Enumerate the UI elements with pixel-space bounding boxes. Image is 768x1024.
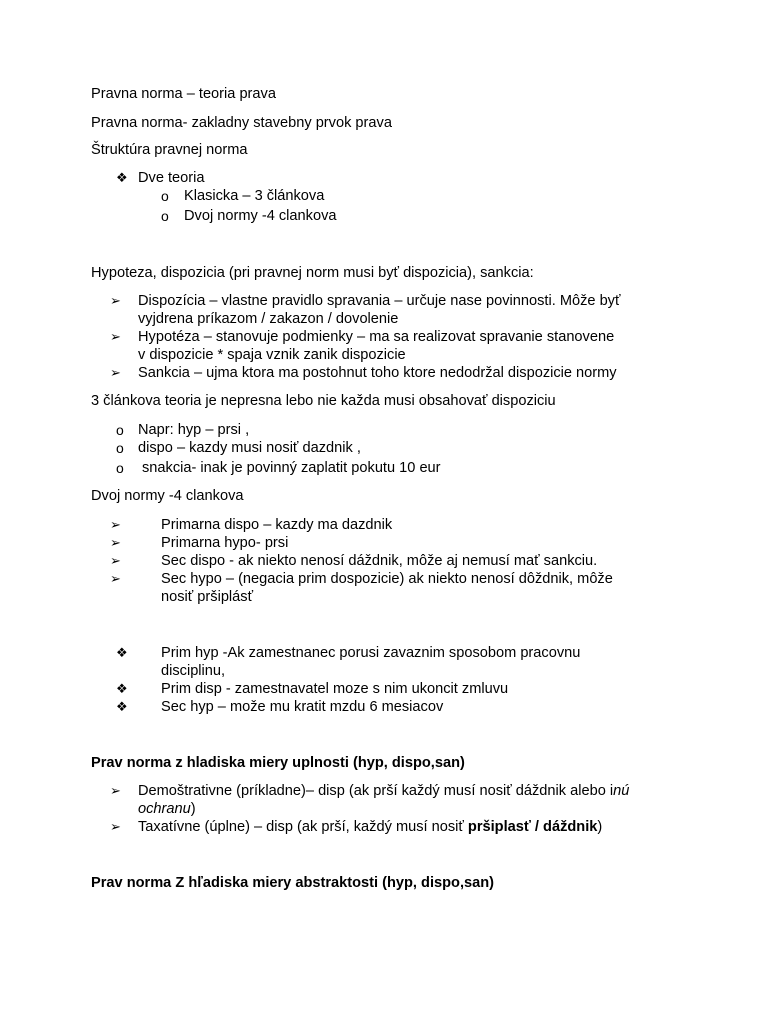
list-item: Prim disp - zamestnavatel moze s nim ukoncit zmluvu [161,681,509,697]
text-span: Taxatívne (úplne) – disp (ak prší, každý musí nosiť [138,819,468,835]
diamond-bullet-icon: ❖ [116,699,128,714]
arrow-bullet-icon: ➢ [110,517,121,532]
text-span: Demoštrativne (príkladne)– disp (ak prší každý musí nosiť dáždnik alebo i [138,783,614,799]
list-item: Sec hypo – (negacia prim dospozicie) ak niekto nenosí dôždnik, môže [161,571,613,587]
arrow-bullet-icon: ➢ [110,819,121,834]
list-item-continuation: disciplinu, [161,663,226,679]
diamond-bullet-icon: ❖ [116,681,128,696]
list-item: Klasicka – 3 článkova [184,188,325,204]
arrow-bullet-icon: ➢ [110,329,121,344]
section-heading: Prav norma z hladiska miery uplnosti (hyp, dispo,san) [91,755,465,771]
arrow-bullet-icon: ➢ [110,365,121,380]
diamond-bullet-icon: ❖ [116,170,128,185]
list-item: snakcia- inak je povinný zaplatit pokutu 10 eur [142,460,441,476]
italic-span: nú [613,783,630,799]
text-line: 3 článkova teoria je nepresna lebo nie každa musi obsahovať dispoziciu [91,393,556,409]
list-item: Primarna hypo- prsi [161,535,289,551]
text-span: ) [190,801,196,817]
list-item: dispo – kazdy musi nosiť dazdnik , [138,440,361,456]
arrow-bullet-icon: ➢ [110,553,121,568]
list-item: Sec dispo - ak niekto nenosí dáždnik, môže aj nemusí mať sankciu. [161,553,598,569]
list-item: Sankcia – ujma ktora ma postohnut toho ktore nedodržal dispozicie normy [138,365,617,381]
section-heading: Prav norma Z hľadiska miery abstraktosti (hyp, dispo,san) [91,875,495,891]
list-item: Primarna dispo – kazdy ma dazdnik [161,517,393,533]
list-item: Sec hyp – može mu kratit mzdu 6 mesiacov [161,699,444,715]
arrow-bullet-icon: ➢ [110,571,121,586]
list-item: Dvoj normy -4 clankova [184,208,337,224]
list-item-continuation [138,800,196,818]
list-item: Prim hyp -Ak zamestnanec porusi zavaznim sposobom pracovnu [161,645,581,661]
circle-bullet-icon: o [161,208,169,224]
list-item: Dispozícia – vlastne pravidlo spravania – určuje nase povinnosti. Môže byť [138,293,621,309]
text-line: Štruktúra pravnej norma [91,142,248,158]
list-item-continuation: nosiť pršiplásť [161,589,254,605]
arrow-bullet-icon: ➢ [110,293,121,308]
list-item: Napr: hyp – prsi , [138,422,250,438]
list-item: Dve teoria [138,170,205,186]
text-span: ) [597,819,603,835]
text-line: Pravna norma – teoria prava [91,86,276,102]
list-item: Hypotéza – stanovuje podmienky – ma sa realizovat spravanie stanovene [138,329,615,345]
list-item [138,782,629,800]
bold-span: pršiplasť / dáždnik [467,819,598,835]
italic-span: ochranu [138,801,191,817]
circle-bullet-icon: o [161,188,169,204]
text-line: Dvoj normy -4 clankova [91,488,244,504]
diamond-bullet-icon: ❖ [116,645,128,660]
circle-bullet-icon: o [116,422,124,438]
circle-bullet-icon: o [116,460,124,476]
list-item-continuation: vyjdrena príkazom / zakazon / dovolenie [138,311,399,327]
arrow-bullet-icon: ➢ [110,535,121,550]
circle-bullet-icon: o [116,440,124,456]
text-line: Pravna norma- zakladny stavebny prvok prava [91,115,392,131]
list-item [138,818,602,836]
text-line: Hypoteza, dispozicia (pri pravnej norm musi byť dispozicia), sankcia: [91,265,534,281]
arrow-bullet-icon: ➢ [110,783,121,798]
list-item-continuation: v dispozicie * spaja vznik zanik dispozicie [138,347,406,363]
